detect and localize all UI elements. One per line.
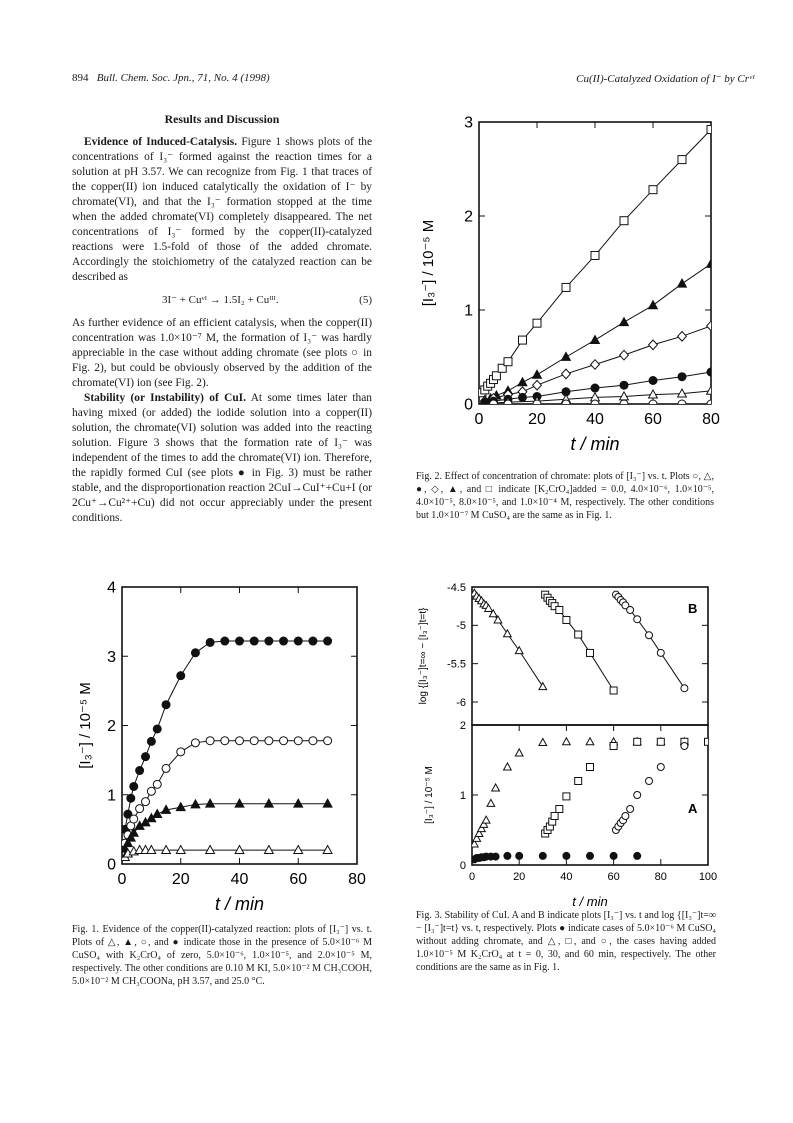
data-point-circle-open <box>591 400 599 408</box>
data-point-circle-filled <box>265 637 273 645</box>
data-point-triangle-filled <box>707 259 716 267</box>
data-point-triangle-open <box>162 846 171 854</box>
data-point-triangle-filled <box>591 335 600 343</box>
data-point-triangle-filled <box>678 279 687 287</box>
data-point-circle-open <box>162 764 170 772</box>
x-tick-label: 80 <box>348 871 366 888</box>
data-point-square-open <box>504 358 512 366</box>
plot-panel-fig1 <box>77 580 366 914</box>
y-axis-label: [I₃⁻] / 10⁻⁵ M <box>424 766 435 824</box>
data-point-triangle-open <box>206 846 215 854</box>
data-point-triangle-filled <box>518 378 527 386</box>
data-point-triangle-filled <box>562 352 571 360</box>
data-point-circle-open <box>147 787 155 795</box>
data-point-square-open <box>562 283 570 291</box>
panel-label: B <box>688 601 698 616</box>
data-point-triangle-filled <box>323 799 332 807</box>
x-tick-label: 60 <box>644 411 662 428</box>
data-point-circle-open <box>657 764 664 771</box>
data-point-square-open <box>556 607 563 614</box>
data-point-circle-open <box>646 632 653 639</box>
data-point-square-open <box>657 738 664 745</box>
data-point-circle-open <box>490 400 498 408</box>
y-tick-label: 0 <box>459 859 466 872</box>
data-point-triangle-open <box>539 738 547 745</box>
paragraph-further-evidence: As further evidence of an efficient catalysis, when the copper(II) concentration was 1.0×10⁻⁷ M, the formation of I₃⁻ was hardly appreciable in the case without adding chromate (see plots ○ in Fig. 2), but could be obviously observed by the addition of the chromate(VI) ion (see Fig. 2). <box>72 317 372 389</box>
data-point-circle-open <box>250 737 258 745</box>
y-axis-label: [I₃⁻] / 10⁻⁵ M <box>77 682 94 769</box>
figure-1-caption: Fig. 1. Evidence of the copper(II)-catalyzed reaction: plots of [I₃⁻] vs. t. Plots of △, ▲, ○, and ● indicate those in the presence of 5.0×10⁻⁶ M CuSO₄ with K₂CrO₄ of zero, 5.0×10⁻⁶, 1.0×10⁻⁵, and 2.0×10⁻⁵ M, respectively. The other conditions are 0.10 M KI, 5.0×10⁻² M CH₃COOH, 5.0×10⁻² M CH₃COONa, pH 3.57, and 25.0 °C. <box>72 924 372 987</box>
data-point-circle-open <box>657 649 664 656</box>
plot-panel-fig2 <box>420 115 720 454</box>
data-point-circle-open <box>280 737 288 745</box>
y-axis-label: [I₃⁻] / 10⁻⁵ M <box>420 219 437 307</box>
y-tick-label: 0 <box>464 396 473 414</box>
paragraph-text: At some times later than having mixed (or added) the iodide solution into a copper(II) solution, the chromate(VI) solution was added into the reacting solution. Figure 3 shows that the formation rate of I₃⁻ was independent of the times to add the chromate(VI) ion. Therefore, the rapidly formed CuI (see plots ● in Fig. 3) must be rather stable, and the disproportionation reaction 2CuI→CuI⁺+Cu+I (or 2Cu⁺→Cu²⁺+Cu) did not occur appreciably under the present conditions. <box>72 392 373 524</box>
data-point-circle-filled <box>481 398 489 406</box>
section-title: Results and Discussion <box>164 112 280 126</box>
data-point-circle-filled <box>563 852 570 859</box>
equation-number: (5) <box>359 294 372 306</box>
data-point-circle-filled <box>492 853 499 860</box>
y-tick-label: 3 <box>107 648 116 666</box>
data-point-circle-filled <box>153 725 161 733</box>
data-point-diamond-open <box>649 340 658 350</box>
x-tick-label: 0 <box>117 871 127 888</box>
data-point-circle-open <box>153 780 161 788</box>
data-point-circle-open <box>504 400 512 408</box>
data-point-circle-filled <box>280 637 288 645</box>
y-tick-label: 1 <box>107 787 116 805</box>
data-point-square-open <box>492 372 500 380</box>
journal-citation: Bull. Chem. Soc. Jpn., 71, No. 4 (1998) <box>96 72 270 84</box>
y-tick-label: -5.5 <box>447 658 466 671</box>
data-point-circle-open <box>265 737 273 745</box>
data-point-square-open <box>587 649 594 656</box>
data-point-diamond-open <box>707 321 716 331</box>
data-point-circle-filled <box>206 638 214 646</box>
data-point-square-open <box>678 156 686 164</box>
data-point-circle-open <box>562 400 570 408</box>
data-point-square-open <box>620 217 628 225</box>
paragraph-induced-catalysis <box>72 135 372 285</box>
series-line <box>482 130 711 393</box>
page-number: 894 <box>72 72 89 84</box>
data-point-square-open <box>705 738 712 745</box>
x-tick-label: 60 <box>289 871 308 888</box>
data-point-diamond-open <box>533 380 542 390</box>
data-point-triangle-open <box>487 799 495 806</box>
data-point-circle-filled <box>191 649 199 657</box>
data-point-circle-filled <box>591 384 599 392</box>
data-point-triangle-open <box>294 846 303 854</box>
data-point-circle-open <box>627 607 634 614</box>
data-point-square-open <box>563 793 570 800</box>
y-tick-label: 0 <box>107 856 116 874</box>
data-point-triangle-open <box>492 784 500 791</box>
data-point-triangle-open <box>264 846 273 854</box>
series-line <box>485 264 711 400</box>
data-point-square-open <box>563 616 570 623</box>
paragraph-heading: Evidence of Induced-Catalysis. <box>84 136 238 148</box>
data-point-triangle-filled <box>649 301 658 309</box>
data-point-circle-filled <box>221 637 229 645</box>
data-point-circle-filled <box>539 852 546 859</box>
figure-1-chart <box>72 575 390 920</box>
data-point-circle-open <box>236 737 244 745</box>
y-tick-label: 1 <box>464 302 473 320</box>
data-point-square-open <box>634 738 641 745</box>
data-point-circle-filled <box>649 377 657 385</box>
paragraph-stability <box>72 391 372 526</box>
data-point-circle-filled <box>177 672 185 680</box>
data-point-triangle-open <box>176 846 185 854</box>
data-point-triangle-filled <box>235 799 244 807</box>
x-tick-label: 100 <box>698 871 718 883</box>
x-tick-label: 20 <box>171 871 190 888</box>
data-point-circle-open <box>206 737 214 745</box>
data-point-triangle-filled <box>294 799 303 807</box>
data-point-circle-filled <box>162 701 170 709</box>
y-tick-label: -5 <box>456 620 466 633</box>
x-axis-label: t / min <box>570 434 620 454</box>
data-layer <box>478 126 716 408</box>
data-point-square-open <box>591 251 599 259</box>
data-point-circle-open <box>681 685 688 692</box>
data-point-triangle-open <box>707 386 716 394</box>
data-point-circle-filled <box>519 393 527 401</box>
data-point-circle-open <box>533 400 541 408</box>
data-point-square-open <box>587 764 594 771</box>
data-point-circle-open <box>634 792 641 799</box>
paragraph-heading: Stability (or Instability) of CuI. <box>84 392 246 404</box>
data-point-triangle-filled <box>533 370 542 378</box>
figure-2-caption: Fig. 2. Effect of concentration of chromate: plots of [I₃⁻] vs. t. Plots ○, △, ●, ◇, ▲, and □ indicate [K₂CrO₄]added = 0.0, 4.0×10⁻⁶, 1.0×10⁻⁵, 4.0×10⁻⁵, 8.0×10⁻⁵, and 1.0×10⁻⁴ M, respectively. The other conditions but 1.0×10⁻⁷ M CuSO₄ are the same as in Fig. 1. <box>416 471 714 521</box>
y-tick-label: 3 <box>464 114 473 132</box>
data-point-triangle-open <box>323 846 332 854</box>
data-point-square-open <box>519 336 527 344</box>
x-tick-label: 0 <box>474 411 484 428</box>
data-point-triangle-open <box>235 846 244 854</box>
data-point-circle-open <box>324 737 332 745</box>
paragraph-text: Figure 1 shows plots of the concentrations of I₃⁻ formed against the reaction times for a solution at pH 3.57. We can recognize from Fig. 1 that traces of the copper(II) ion induced catalytically the oxidation of I⁻ by chromate(VI), and that the I₃⁻ formation stopped at the time when the added chromate(VI) completely disappeared. The net concentrations of I₃⁻ formed by the copper(II)-catalyzed reactions were 1.5-fold of those of the added chromate. Accordingly the stoichiometry of the catalyzed reaction can be described as <box>72 136 372 283</box>
figure-2-chart <box>405 110 745 470</box>
data-point-triangle-open <box>563 738 571 745</box>
data-point-circle-open <box>634 616 641 623</box>
data-point-triangle-open <box>586 738 594 745</box>
data-point-triangle-open <box>482 816 490 823</box>
data-point-circle-open <box>646 778 653 785</box>
data-point-triangle-filled <box>206 799 215 807</box>
data-point-circle-filled <box>309 637 317 645</box>
equation-text: 3I⁻ + Cuᵛᴵ → 1.5I₂ + Cuᴵᴵᴵ. <box>162 294 279 306</box>
data-point-triangle-filled <box>264 799 273 807</box>
data-point-circle-open <box>221 737 229 745</box>
y-tick-label: -6 <box>456 696 466 709</box>
plot-panel-fig3A <box>424 720 717 909</box>
figure-3-caption: Fig. 3. Stability of CuI. A and B indicate plots [I₃⁻] vs. t and log {[I₃⁻]t=∞ − [I₃⁻]t=t} vs. t, respectively. Plots ● indicate cases of 5.0×10⁻⁶ M CuSO₄ without adding chromate, and △, □, and ○, the cases having added 1.0×10⁻⁵ M K₂CrO₄ at t = 0, 30, and 60 min, respectively. The other conditions are the same as in Fig. 1. <box>416 910 716 973</box>
data-point-circle-open <box>142 798 150 806</box>
x-tick-label: 40 <box>560 871 573 883</box>
data-point-square-open <box>533 319 541 327</box>
data-point-circle-filled <box>294 637 302 645</box>
x-tick-label: 60 <box>607 871 620 883</box>
y-tick-label: 2 <box>459 719 466 732</box>
data-point-circle-filled <box>130 782 138 790</box>
x-tick-label: 20 <box>528 411 546 428</box>
y-tick-label: 2 <box>464 208 473 226</box>
data-point-circle-filled <box>678 373 686 381</box>
data-layer <box>471 589 688 694</box>
data-point-circle-open <box>309 737 317 745</box>
data-point-circle-open <box>294 737 302 745</box>
data-point-square-open <box>575 778 582 785</box>
series-line <box>125 804 328 849</box>
data-point-circle-filled <box>147 737 155 745</box>
data-point-circle-filled <box>136 767 144 775</box>
body-text-column <box>72 112 372 526</box>
data-layer <box>471 738 712 863</box>
figure-3-chart <box>412 580 737 910</box>
x-axis-label: t / min <box>214 894 265 914</box>
running-title: Cu(II)-Catalyzed Oxidation of I⁻ by Crᵛᴵ <box>576 73 755 85</box>
data-layer <box>121 637 332 860</box>
y-tick-label: 1 <box>459 789 466 802</box>
y-tick-label: -4.5 <box>447 581 466 594</box>
data-point-triangle-open <box>515 647 523 654</box>
x-tick-label: 20 <box>513 871 526 883</box>
data-point-circle-open <box>191 739 199 747</box>
data-point-circle-filled <box>610 852 617 859</box>
y-tick-label: 2 <box>107 718 116 736</box>
data-point-diamond-open <box>678 332 687 342</box>
x-tick-label: 0 <box>468 871 476 883</box>
x-tick-label: 80 <box>702 411 720 428</box>
data-point-circle-filled <box>250 637 258 645</box>
data-point-circle-filled <box>504 852 511 859</box>
data-point-circle-filled <box>587 852 594 859</box>
data-point-circle-open <box>707 400 715 408</box>
data-point-triangle-open <box>515 749 523 756</box>
data-point-square-open <box>707 126 715 134</box>
data-point-square-open <box>610 743 617 750</box>
data-point-circle-filled <box>707 368 715 376</box>
panel-label: A <box>688 801 698 816</box>
data-point-square-open <box>551 813 558 820</box>
data-point-circle-open <box>622 813 629 820</box>
y-tick-label: 4 <box>107 579 116 597</box>
data-point-circle-open <box>177 748 185 756</box>
x-tick-label: 40 <box>586 411 604 428</box>
data-point-square-open <box>649 186 657 194</box>
data-point-triangle-open <box>539 683 547 690</box>
data-point-circle-open <box>627 806 634 813</box>
data-point-triangle-open <box>504 763 512 770</box>
data-point-circle-filled <box>516 852 523 859</box>
data-point-circle-open <box>620 400 628 408</box>
data-point-triangle-open <box>147 846 156 854</box>
data-point-circle-filled <box>236 637 244 645</box>
data-point-circle-open <box>130 815 138 823</box>
data-point-square-open <box>575 631 582 638</box>
plot-panel-fig3B <box>418 582 708 725</box>
x-tick-label: 80 <box>654 871 667 883</box>
data-point-triangle-filled <box>153 810 162 818</box>
data-point-square-open <box>556 806 563 813</box>
data-point-circle-open <box>681 743 688 750</box>
x-axis-label: t / min <box>572 894 608 909</box>
data-point-circle-filled <box>324 637 332 645</box>
data-point-circle-filled <box>127 794 135 802</box>
data-point-circle-open <box>136 805 144 813</box>
running-header-left <box>72 72 270 84</box>
y-axis-label: log {[I₃⁻]t=∞ − [I₃⁻]t=t} <box>418 607 429 705</box>
data-point-circle-filled <box>142 753 150 761</box>
plot-frame <box>472 725 708 865</box>
data-point-triangle-open <box>504 630 512 637</box>
data-point-diamond-open <box>620 350 629 360</box>
data-point-circle-open <box>678 400 686 408</box>
equation-5 <box>72 293 372 308</box>
data-point-diamond-open <box>562 369 571 379</box>
data-point-circle-filled <box>620 381 628 389</box>
data-point-diamond-open <box>591 360 600 370</box>
data-point-square-open <box>610 687 617 694</box>
data-point-circle-filled <box>634 852 641 859</box>
x-tick-label: 40 <box>230 871 249 888</box>
data-point-triangle-filled <box>620 318 629 326</box>
data-point-circle-open <box>649 400 657 408</box>
